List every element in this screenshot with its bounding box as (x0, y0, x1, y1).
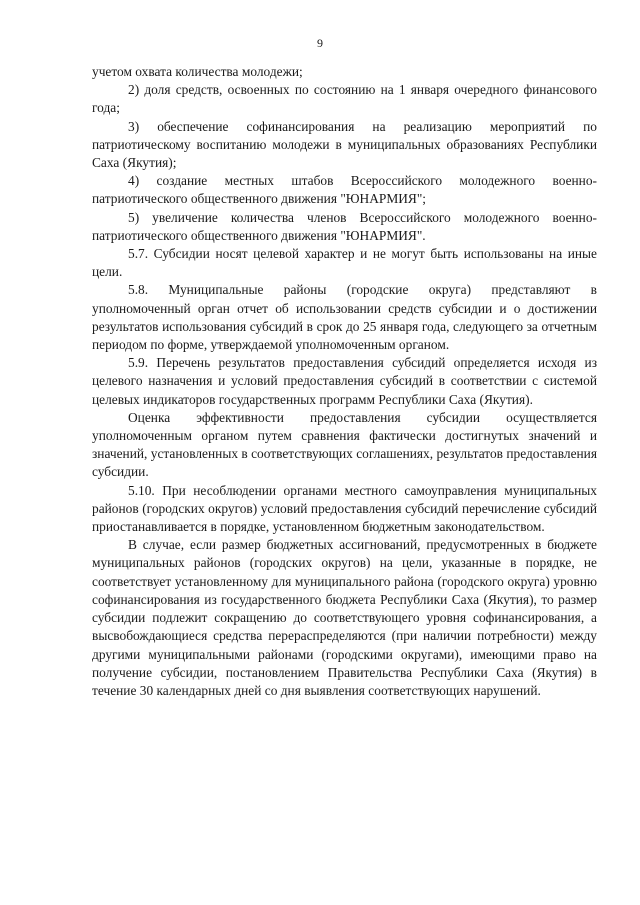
paragraph-clause-5-8: 5.8. Муниципальные районы (городские округа) представляют в уполномоченный орган отчет об использовании средств субсидии и о достижении результатов использования субсидий в срок до 25 января года, следующего за отчетным периодом по форме, утверждаемой уполномоченным органом. (92, 282, 597, 353)
document-body (92, 63, 597, 700)
paragraph-clause-5-7: 5.7. Субсидии носят целевой характер и не могут быть использованы на иные цели. (92, 246, 597, 280)
paragraph-list-item-5: 5) увеличение количества членов Всероссийского молодежного военно-патриотического общественного движения "ЮНАРМИЯ". (92, 209, 597, 243)
paragraph-list-item-4: 4) создание местных штабов Всероссийского молодежного военно-патриотического общественного движения "ЮНАРМИЯ"; (92, 173, 597, 207)
page-number: 9 (317, 36, 323, 50)
paragraph-list-item-3: 3) обеспечение софинансирования на реализацию мероприятий по патриотическому воспитанию молодежи в муниципальных образованиях Республики Саха (Якутия); (92, 118, 597, 171)
paragraph-clause-5-9: 5.9. Перечень результатов предоставления субсидий определяется исходя из целевого назначения и условий предоставления субсидий в соответствии с системой целевых индикаторов государственных программ Республики Саха (Якутия). (92, 355, 597, 407)
paragraph-clause-5-10: 5.10. При несоблюдении органами местного самоуправления муниципальных районов (городских округов) условий предоставления субсидий перечисление субсидий приостанавливается в порядке, установленном бюджетным законодательством. (92, 482, 597, 535)
paragraph-continuation: учетом охвата количества молодежи; (92, 64, 303, 79)
paragraph-efficiency-assessment: Оценка эффективности предоставления субсидии осуществляется уполномоченным органом путем сравнения фактически достигнутых значений и значений, установленных в соответствующих соглашениях, результатов предоставления субсидии. (92, 409, 597, 480)
paragraph-list-item-2: 2) доля средств, освоенных по состоянию на 1 января очередного финансового года; (92, 82, 597, 116)
paragraph-budget-allocation: В случае, если размер бюджетных ассигнований, предусмотренных в бюджете муниципальных районов (городских округов) на цели, указанные в порядке, не соответствует установленному для муниципального района (городского округа) уровню софинансирования из государственного бюджета Республики Саха (Якутия), то размер субсидии подлежит сокращению до соответствующего уровня софинансирования, а высвобождающиеся средства перераспределяются (при наличии потребности) между другими муниципальными районами (городскими округами), имеющими право на получение субсидии, постановлением Правительства Республики Саха (Якутия) в течение 30 календарных дней со дня выявления соответствующих нарушений. (92, 537, 597, 698)
